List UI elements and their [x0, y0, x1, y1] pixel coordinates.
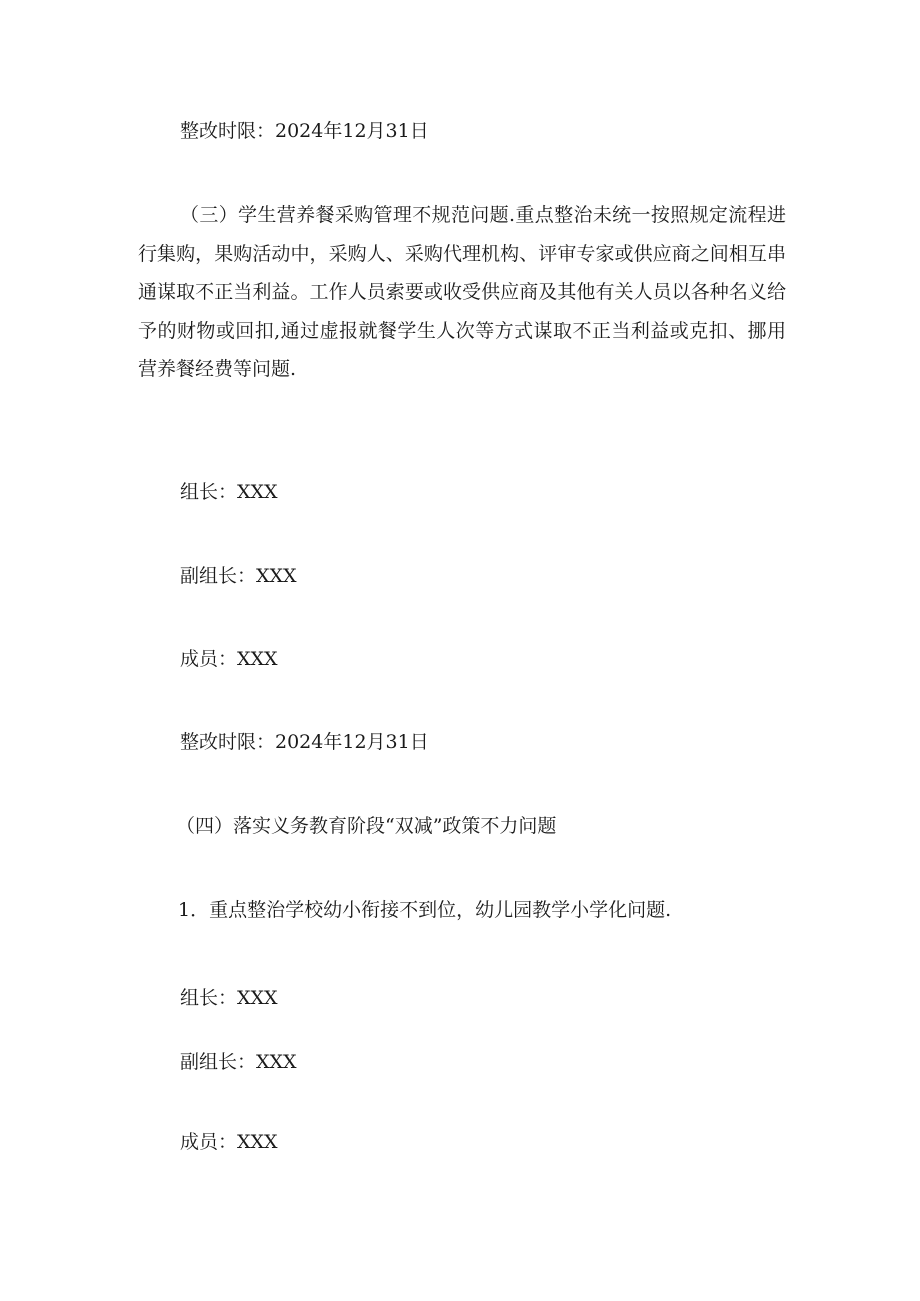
group-leader: 组长：XXX: [180, 987, 278, 1009]
section-4-heading: （四）落实义务教育阶段“双减”政策不力问题: [176, 815, 557, 837]
group-members: 成员：XXX: [180, 648, 278, 670]
deputy-group-leader: 副组长：XXX: [180, 565, 297, 587]
rectification-deadline: 整改时限：2024年12月31日: [180, 731, 429, 753]
deputy-group-leader: 副组长：XXX: [180, 1051, 297, 1073]
group-leader: 组长：XXX: [180, 481, 278, 503]
list-item: 1．重点整治学校幼小衔接不到位，幼儿园教学小学化问题.: [178, 899, 672, 921]
section-3-paragraph: （三）学生营养餐采购管理不规范问题.重点整治未统一按照规定流程进行集购，果购活动中，采购人、采购代理机构、评审专家或供应商之间相互串通谋取不正当利益。工作人员索要或收受供应商及其他有关人员以各种名义给予的财物或回扣,通过虚报就餐学生人次等方式谋取不正当利益或克扣、挪用营养餐经费等问题.: [138, 204, 786, 380]
rectification-deadline: 整改时限：2024年12月31日: [180, 120, 429, 142]
group-members: 成员：XXX: [180, 1131, 278, 1153]
